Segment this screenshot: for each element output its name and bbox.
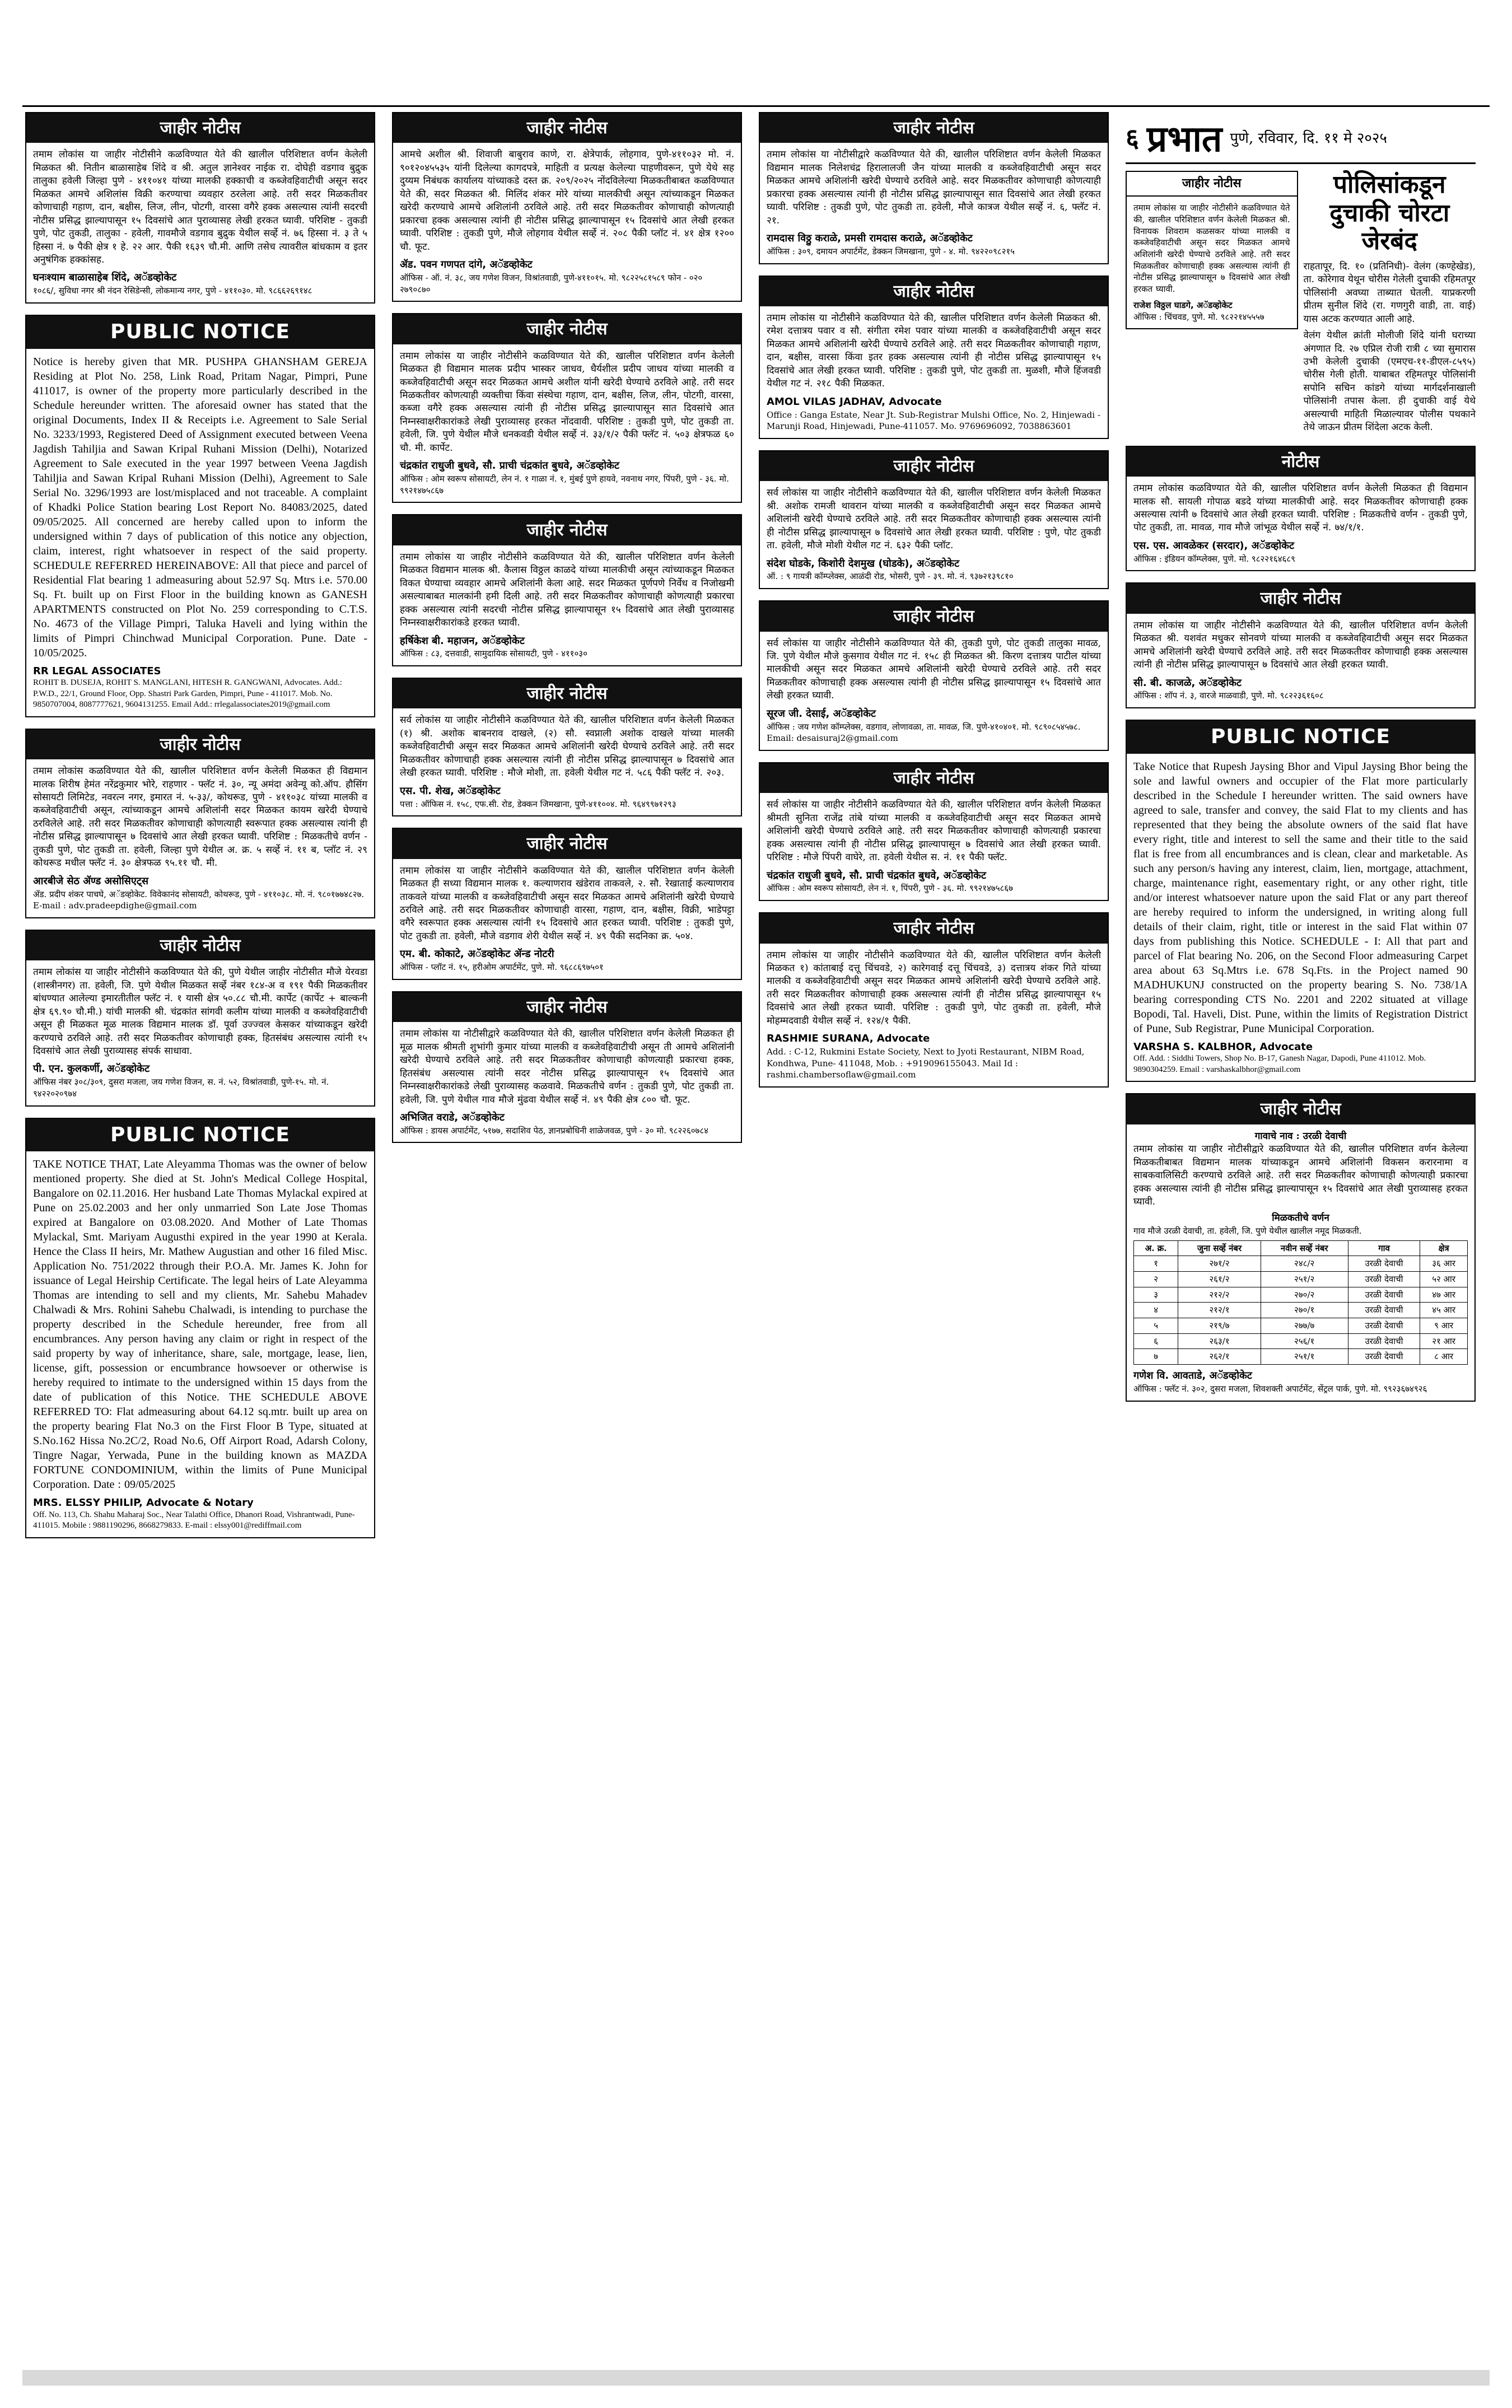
notice-signature: अभिजित वराडे, अॅडव्होकेट: [400, 1111, 505, 1123]
notice-signature: RR LEGAL ASSOCIATES: [33, 665, 161, 677]
notice-signature: पी. एन. कुलकर्णी, अॅडव्होकेट: [33, 1063, 150, 1075]
notice-address: ऑफिस : फ्लॅट नं. ३०२, दुसरा मजला, शिवशक्ती अपार्टमेंट, सेंट्रल पार्क, पुणे. मो. ९९२३६७४९२६: [1133, 1383, 1427, 1394]
notice-c2-5: [392, 828, 742, 980]
table-cell: उरळी देवाची: [1348, 1349, 1420, 1365]
notice-c3-2: [759, 276, 1109, 439]
notice-c4-2: [1126, 446, 1476, 572]
notice-text: तमाम लोकांस कळविण्यात येते की, खालील परिशिष्टात वर्णन केलेली मिळकत ही विद्यमान मालक सौ. सायली गोपाळ बडदे यांच्या मालकीची आहे. सदर मिळकतीवर कोणाचाही हक्क असल्यास त्यांनी ७ दिवसांचे आत लेखी हरकत घ्यावी. परिशिष्ट : मिळकतीचे वर्णन - तुकडी पुणे, पोट तुकडी, ता. मावळ, गाव मौजे जांभूळ येथील सर्व्हे नं. ७४/१/१.: [1133, 483, 1468, 534]
notice-heading: PUBLIC NOTICE: [1127, 721, 1474, 754]
notice-heading: जाहीर नोटीस: [760, 113, 1108, 143]
notice-signature: AMOL VILAS JADHAV, Advocate: [767, 395, 942, 408]
table-cell: २७७/७: [1261, 1318, 1348, 1333]
news-text-left: राहतापूर, दि. १० (प्रतिनिधी)- वेलंग (कण्हेखेड), ता. कोरेगाव येथून चोरीस गेलेली दुचाकी रहिमतपूर पोलिसांनी अवघ्या ताब्यात घेतली. याप्रकरणी प्रीतम सुनील शिंदे (रा. गणगुरी वाडी, ता. वाई) यास अटक करण्यात आली आहे.: [1303, 260, 1476, 325]
top-rule: [22, 105, 1490, 107]
table-cell: उरळी देवाची: [1348, 1333, 1420, 1349]
table-cell: ४५ आर: [1420, 1303, 1468, 1318]
notice-c3-5: [759, 762, 1109, 901]
notice-text: तमाम लोकांस या जाहीर नोटीसीने कळविण्यात येते की, खालील परिशिष्टात वर्णन केलेली मिळकत ही सध्या विद्यमान मालक १. कल्याणराव खंडेराव ताकवले, २. सौ. रेखाताई कल्याणराव ताकवले यांच्या मालकी व कब्जेवहिवाटीची असून सदर मिळकत आमचे अशिलांनी खरेदी घेण्याचे ठरविले आहे. तरी सदर मिळकतीवर कोणाचाही वारसा, गहाण, दान, बक्षीस, विक्री, भाडेपट्टा वगैरे स्वरूपात हक्क असल्यास त्यांनी १५ दिवसांचे आत हरकत घ्यावी. परिशिष्ट : तुकडी पुणे, पोट तुकडी ता. हवेली, मौजे वडगाव शेरी येथील सर्व्हे नं. ४९ पैकी सदनिका क्र. ५०४.: [400, 865, 734, 942]
notice-address: ROHIT B. DUSEJA, ROHIT S. MANGLANI, HITESH R. GANGWANI, Advocates. Add.: P.W.D., 22/1, Ground Floor, Opp. Shastri Park Garden, Pimpri, Pune - 411017. Mob. No. 9850707004, 8087777621, 9604131255. Email Add.: rrlegalassociates2019@gmail.com: [33, 678, 342, 710]
table-row: [1134, 1287, 1468, 1303]
page-number: ६: [1126, 123, 1139, 153]
notice-heading: PUBLIC NOTICE: [26, 1119, 374, 1152]
dateline: पुणे, रविवार, दि. ११ मे २०२५: [1230, 130, 1387, 147]
notice-heading: जाहीर नोटीस: [760, 763, 1108, 793]
notice-signature: गणेश वि. आवताडे, अॅडव्होकेट: [1133, 1370, 1252, 1382]
table-row: [1134, 1271, 1468, 1287]
notice-text: तमाम लोकांस या जाहीर नोटीसीद्वारे कळविण्यात येते की, खालील परिशिष्टात वर्णन केलेल्या मिळकतीबाबत विद्यमान मालक यांच्याकडून आमचे अशिलांनी विकसन करारनामा व साबकवालिसिटी करण्याचे ठरविले आहे. तरी सदर मिळकतीवर कोणाचाही कोणत्याही प्रकारचा हक्क असल्यास त्यांनी ही नोटीस प्रसिद्ध झाल्यापासून १५ दिवसांचे आत लेखी पुराव्यासह हरकत घ्यावी.: [1133, 1144, 1468, 1207]
notice-address: Add. : C-12, Rukmini Estate Society, Next to Jyoti Restaurant, NIBM Road, Kondhwa, Pune- 411048, Mob. : +919096155043. Mail Id : rashmi.chambersoflaw@gmail.com: [767, 1047, 1085, 1080]
notice-c4-1: [1126, 171, 1298, 329]
notice-address: ऑफिस - ऑ. नं. ३८, जय गणेश विजन, विश्रांतवाडी, पुणे-४११०१५. मो. ९८२२५८१५८९ फोन - ०२० २७९०८७०: [400, 272, 703, 295]
table-cell: २७०/१: [1261, 1303, 1348, 1318]
notice-signature: ॲड. पवन गणपत दांगे, अॅडव्होकेट: [400, 259, 533, 271]
schedule-header-cell: अ. क्र.: [1134, 1240, 1178, 1256]
notice-heading: जाहीर नोटीस: [760, 913, 1108, 943]
notice-c2-4: [392, 678, 742, 816]
notice-text: Take Notice that Rupesh Jaysing Bhor and Vipul Jaysing Bhor being the sole and lawful owners and occupier of the Flat more particularly described in the Schedule I hereunder written. The said owners have agreed to sale, transfer and convey, the said Flat to my clients and has represented that they being the absolute owners of the said flat have every right, title and interest to sell the same and their title to the said flat is free from all encumbrances and is clean, clear and marketable. As such any person/s having any interest, claim, lien, mortgage, attachment, charge, maintenance right, easementary right, or any other right, title and/or interest whatsoever nature upon the said Flat or any part thereof are hereby required to inform the undersigned, in writing along full details of their claim, right, title or interest in the said Flat within 07 days from publishing this Notice. SCHEDULE - I: All that part and parcel of Flat bearing No. 206, on the Second Floor admeasuring Carpet area about 63 Sq.Mtrs i.e. 678 Sq.Fts. in the Project named 90 MADHUKUNJ constructed on the property bearing S. No. 738/1A bearing corresponding CTS No. 2201 and 2202 situated at village Bopodi, Tal. Haveli, Dist. Pune, within the limits of Registration District of Pune, Sub Registrar, Pune Municipal Corporation.: [1133, 760, 1468, 1035]
schedule-header-row: [1134, 1240, 1468, 1256]
notice-address: Office : Ganga Estate, Near Jt. Sub-Registrar Mulshi Office, No. 2, Hinjewadi - Marunji Road, Hinjewadi, Pune-411057. Mo. 9769696092, 7038863601: [767, 409, 1100, 432]
schedule-header-cell: नवीन सर्व्हे नंबर: [1261, 1240, 1348, 1256]
notice-signature: सी. बी. काजळे, अॅडव्होकेट: [1133, 676, 1242, 689]
notice-text: तमाम लोकांस या जाहीर नोटीसीने कळविण्यात येते की, खालील परिशिष्टात वर्णन केलेली मिळकत श्री. विनायक शिवराम कळसकर यांच्या मालकी व कब्जेवहिवाटीची असून सदर मिळकत आमचे अशिलांनी खरेदी घेण्याचे ठरविले आहे. तरी सदर मिळकतीवर कोणाचाही हक्क असल्यास त्यांनी ही नोटीस प्रसिद्ध झाल्यापासून ७ दिवसांचे आत लेखी हरकत घ्यावी.: [1133, 203, 1290, 295]
notice-c2-6: [392, 991, 742, 1144]
table-row: [1134, 1318, 1468, 1333]
notice-text: आमचे अशील श्री. शिवाजी बाबुराव काणे, रा. क्षेत्रेपार्क, लोहगाव, पुणे-४११०३२ मो. नं. ९०१२०४५५३५ यांनी दिलेल्या कागदपत्रे, माहिती व प्रत्यक्ष केलेल्या पाहणीवरून, पुणे येथे सह दुय्यम निबंधक कार्यालय यांच्याकडे दस्त क्र. २०९/२०२५ नोंदविलेल्या मिळकतीबाबत कळविण्यात येते की, सदर मिळकत श्री. मिलिंद शंकर मोरे यांच्या मालकीची असून त्यांच्याकडून मिळकत खरेदी करण्याचे आमचे अशिलांनी ठरविले आहे. तरी सदर मिळकतीवर कोणाचाही कोणत्याही प्रकारचा हक्क असल्यास त्यांनी ही नोटीस प्रसिद्ध झाल्यापासून १५ दिवसांचे आत लेखी हरकत घ्यावी. परिशिष्ट : तुकडी पुणे, मौजे लोहगाव येथील सर्व्हे नं. २०८ पैकी प्लॉट नं. ४१ क्षेत्र १२०० चौ. फूट.: [400, 149, 734, 253]
table-cell: ७: [1134, 1349, 1178, 1365]
notice-text: तमाम लोकांस या जाहीर नोटीसीने कळविण्यात येते की, खालील परिशिष्टात वर्णन केलेली मिळकत १) कांताबाई दत्तू चिंचवडे, २) कारेगवाई दत्तू चिंचवडे, ३) दत्तात्रय शंकर गिते यांच्या मालकी व कब्जेवहिवाटीची असून सदर मिळकत आमचे अशिलांनी खरेदी घेण्याचे ठरविले आहे. तरी सदर मिळकतीवर कोणाचाही हक्क असल्यास त्यांनी ही नोटीस प्रसिद्ध झाल्यापासून १५ दिवसांचे आत लेखी हरकत घ्यावी. परिशिष्ट : तुकडी पुणे, पोट तुकडी ता. हवेली, मौजे मोहम्मदवाडी येथील सर्व्हे नं. १२४/१ पैकी.: [767, 949, 1101, 1026]
notice-signature: संदेश घोडके, किशोरी देशमुख (घोडके), अॅडव्होकेट: [767, 557, 960, 570]
news-headline: पोलिसांकडून दुचाकी चोरटा जेरबंद: [1329, 170, 1450, 256]
table-cell: ३६ आर: [1420, 1256, 1468, 1272]
notice-signature: घनःश्याम बाळासाहेब शिंदे, अॅडव्होकेट: [33, 272, 177, 284]
table-cell: २५१/२: [1261, 1271, 1348, 1287]
table-cell: ५२ आर: [1420, 1271, 1468, 1287]
notice-c1-2: [25, 315, 375, 717]
notice-text: सर्व लोकांस या जाहीर नोटीसीने कळविण्यात येते की, खालील परिशिष्टात वर्णन केलेली मिळकत श्रीमती सुनिता राजेंद्र तांबे यांच्या मालकी व कब्जेवहिवाटीची असून सदर मिळकत आमचे अशिलांनी खरेदी घेण्याचे ठरविले आहे. तरी सदर मिळकतीवर कोणाचाही कोणत्याही प्रकारचा हक्क असल्यास त्यांनी ही नोटीस प्रसिद्ध झाल्यापासून ७ दिवसांचे आत लेखी हरकत घ्यावी. परिशिष्ट : मौजे पिंपरी वाघेरे, ता. हवेली येथील स. नं. ११ पैकी फ्लॅट.: [767, 799, 1101, 864]
notice-c3-3: [759, 450, 1109, 589]
paper-name: प्रभात: [1146, 118, 1222, 160]
notice-address: ऑफिस : डायस अपार्टमेंट, ५१७७, सदाशिव पेठ, ज्ञानप्रबोधिनी शाळेजवळ, पुणे - ३० मो. ९८२२६०७८४: [400, 1125, 708, 1136]
schedule-caption: गाव मौजे उरळी देवाची, ता. हवेली, जि. पुणे येथील खालील नमूद मिळकती.: [1133, 1225, 1362, 1236]
notice-signature: RASHMIE SURANA, Advocate: [767, 1033, 930, 1045]
notice-text: तमाम लोकांस या जाहीर नोटीसीने कळविण्यात येते की, खालील परिशिष्टात वर्णन केलेली मिळकत विद्यमान मालक श्री. कैलास विठ्ठल काळदे यांच्या मालकीची असून त्यांच्याकडून मिळकत विकत घेण्याचा व्यवहार आमचे अशिलांनी केला आहे. सदर मिळकत पूर्णपणे निर्वेध व निजोखमी असल्याबाबत मालकांनी हमी दिली आहे. तरी सदर मिळकतीवर कोणाचाही कोणत्याही प्रकारचा हक्क असल्यास त्यांनी सदरची नोटीस प्रसिद्ध झाल्यापासून १५ दिवसांचे आत लेखी पुराव्यासह निम्नस्वाक्षरीकारांकडे हरकत घ्यावी.: [400, 551, 734, 629]
schedule-title: मिळकतीचे वर्णन: [1272, 1212, 1329, 1224]
notice-signature: चंद्रकांत राधुजी बुधवे, सौ. प्राची चंद्रकांत बुधवे, अॅडव्होकेट: [400, 460, 619, 472]
notice-heading: जाहीर नोटीस: [26, 730, 374, 759]
table-cell: २: [1134, 1271, 1178, 1287]
notice-text: तमाम लोकांस या जाहीर नोटीसीने कळविण्यात येते की खालील परिशिष्टात वर्णन केलेली मिळकत श्री. नितीन बाळासाहेब शिंदे व श्री. अतुल ज्ञानेश्वर नाईक रा. दोघेही वडगाव बुद्रुक तालुका हवेली जिल्हा पुणे - ४११०४१ यांच्या मालकी हक्काची व कब्जेवहिवाटीची असून सदर मिळकत आमचे अशिलांस विक्री करण्याचा व्यवहार ठरलेला आहे. तरी सदर मिळकतीवर कोणाचाही गहाण, दान, बक्षीस, लिज, लीन, पोटगी, वारसा वगैरे हक्क असल्यास त्यांनी सदरची नोटीस प्रसिद्ध झाल्यापासून १५ दिवसांचे आत पुराव्यासह लेखी हरकत घ्यावी. परिशिष्ट - तुकडी पुणे, पोट तुकडी, तालुका - हवेली, गावमौजे वडगाव बुद्रुक येथील सर्व्हे नं. ७६ हिस्सा नं. ३ ते ५ हिस्सा नं. ७ पैकी क्षेत्र १ हे. २२ आर. पैकी १६३९ चौ.मी. आणि तसेच त्यावरील बांधकाम व इतर अनुषंगिक हक्कांसह.: [33, 149, 367, 266]
table-cell: उरळी देवाची: [1348, 1318, 1420, 1333]
masthead: [1126, 112, 1476, 164]
notice-signature: आरबीजे सेठ ॲण्ड असोसिएट्स: [33, 875, 149, 887]
notice-address: Off. Add. : Siddhi Towers, Shop No. B-17, Ganesh Nagar, Dapodi, Pune 411012. Mob. 9890304259. Email : varshaskalbhor@gmail.com: [1133, 1054, 1426, 1074]
schedule-body: [1134, 1256, 1468, 1365]
notice-text: तमाम लोकांस या जाहीर नोटीसीने कळविण्यात येते की, पुणे येथील जाहीर नोटीसीत मौजे येरवडा (शास्त्रीनगर) ता. हवेली, जि. पुणे येथील मिळकत सर्व्हे नंबर १८४-अ व १९१ पैकी मिळकतीवर बांधण्यात आलेल्या इमारतीतील फ्लॅट नं. १ यासी क्षेत्र ५०.८८ चौ.मी. कार्पेट (कार्पेट + बाल्कनी क्षेत्र ६९.९० चौ.मी.) यांची मालकी श्री. चंद्रकांत सांगवी कलीम यांच्या मालकी व कब्जेवहिवाटीची असून ही मिळकत मूळ मालक विद्यमान मालक डॉ. पूर्वा उज्ज्वल केसकर यांच्याकडून खरेदी करण्याचे ठरविले आहे. तरी सदर मिळकतीवर कोणाचाही हक्क, हितसंबंध असल्यास त्यांनी १५ दिवसांचे आत लेखी पुराव्यासह संपर्क साधावा.: [33, 967, 367, 1057]
notice-c1-3: [25, 729, 375, 918]
table-cell: २५६/१: [1261, 1333, 1348, 1349]
table-cell: २१९/७: [1178, 1318, 1261, 1333]
footer-strip: [22, 2370, 1490, 2386]
news-story: [1126, 171, 1476, 435]
notice-address: ऑफिस : ३०९, दमायन अपार्टमेंट, डेक्कन जिमखाना, पुणे - ४. मो. ९४२२०९८२१५: [767, 246, 1015, 256]
notice-heading: जाहीर नोटीस: [1127, 584, 1474, 613]
notice-heading: जाहीर नोटीस: [1127, 172, 1297, 197]
notice-heading: जाहीर नोटीस: [393, 679, 741, 708]
notice-signature: एम. बी. कोकाटे, अॅडव्होकेट ॲन्ड नोटरी: [400, 948, 554, 960]
table-cell: ८ आर: [1420, 1349, 1468, 1365]
notice-text: तमाम लोकांस या जाहीर नोटीसीने कळविण्यात येते की, खालील परिशिष्टात वर्णन केलेली मिळकत श्री. यशवंत मधुकर सोनवणे यांच्या मालकी व कब्जेवहिवाटीची असून सदर मिळकत आमचे अशिलांनी खरेदी घेण्याचे ठरविले आहे. तरी सदर मिळकतीवर कोणाचाही हक्क असल्यास त्यांनी ही नोटीस प्रसिद्ध झाल्यापासून ७ दिवसांचे आत लेखी हरकत घ्यावी.: [1133, 619, 1468, 671]
notice-text: सर्व लोकांस या जाहीर नोटीसीने कळविण्यात येते की, खालील परिशिष्टात वर्णन केलेली मिळकत (१) श्री. अशोक बाबनराव दाखले, (२) सौ. स्वप्नाली अशोक दाखले यांच्या मालकी कब्जेवहिवाटीची असून सदर मिळकत आमचे अशिलांनी खरेदी घेण्याचे ठरविले आहे. तरी सदर मिळकतीवर कोणाचाही हक्क असल्यास त्यांनी ही नोटीस प्रसिद्ध झाल्यापासून ७ दिवसांचे आत लेखी हरकत घ्यावी. परिशिष्ट : मौजे मोशी, ता. हवेली येथील गट नं. ५८६ पैकी फ्लॅट नं. २०३.: [400, 715, 734, 779]
notice-text: Notice is hereby given that MR. PUSHPA GHANSHAM GEREJA Residing at Plot No. 258, Link Road, Pritam Nagar, Pimpri, Pune 411017, is owner of the property more particularly described in the Schedule hereunder written. The aforesaid owner has stated that the original Documents, Index II & Receipts i.e. Agreement to Sale Serial No. 3233/1993, Registered Deed of Assignment executed between Veena Jagdish Tahiljia and Sawan Kripal Ruhani Mission (Delhi), Notarized Agreement to Sale executed in the year 1997 between Veena Jagdish Tahiljia and Sawan Kripal Ruhani Mission (Delhi), Agreement to Sale Serial No. 3296/1993 are lost/misplaced and not traceable. A complaint of Khadki Police Station bearing Lost Report No. 84083/2025, dated 09/05/2025. All concerned are hereby called upon to inform the undersigned within 7 days of publication of this notice any objection, claim, interest, right whatsoever in respect of the said property. SCHEDULE REFERRED HEREINABOVE: All that piece and parcel of Residential Flat bearing 1 admeasuring about 52.97 Sq. Mtrs i.e. 570.00 Sq. Ft. built up on First Floor in the building known as GANESH APARTMENTS constructed on Plot No. 259 corresponding to C.T.S. No. 4673 of the Village Pimpri, Taluka Haveli and lying within the limits of Pimpri Chinchwad Municipal Corporation. Pune. Date - 10/05/2025.: [33, 355, 367, 659]
notice-address: ॲड. प्रदीप शंकर पाचघे, अॅडव्होकेट. विवेकानंद सोसायटी, कोथरूड, पुणे - ४११०३८. मो. नं. ९८०१७७४८२७. E-mail : adv.pradeepdighe@gmail.com: [33, 889, 365, 911]
notice-c4-5: [1126, 1093, 1476, 1401]
notice-heading: PUBLIC NOTICE: [26, 316, 374, 349]
notice-heading: जाहीर नोटीस: [393, 829, 741, 858]
notice-c3-4: [759, 600, 1109, 751]
notice-heading: जाहीर नोटीस: [1127, 1094, 1474, 1124]
notice-text: तमाम लोकांस या नोटीसीने कळविण्यात येते की, खालील परिशिष्टात वर्णन केलेली मिळकत श्री. रमेश दत्तात्रय पवार व सौ. संगीता रमेश पवार यांच्या मालकी व कब्जेवहिवाटीची असून सदर मिळकत आमचे अशिलांनी खरेदी घेण्याचे ठरविले आहे. तरी सदर मिळकतीवर कोणाचाही गहाण, दान, बक्षीस, वारसा किंवा इतर हक्क असल्यास त्यांनी ही नोटीस प्रसिद्ध झाल्यापासून १५ दिवसांचे आत लेखी हरकत घ्यावी. परिशिष्ट : तुकडी पुणे, पोट तुकडी ता. मुळशी, मौजे हिंजवडी येथील गट नं. २१८ पैकी मिळकत.: [767, 312, 1101, 390]
notice-signature: MRS. ELSSY PHILIP, Advocate & Notary: [33, 1497, 254, 1509]
notice-c3-1: [759, 112, 1109, 264]
notice-text: तमाम लोकांस कळविण्यात येते की, खालील परिशिष्टात वर्णन केलेली मिळकत ही विद्यमान मालक शिरीष हेमंत नरेंद्रकुमार भोरे, राहणार - फ्लॅट नं. ३०, न्यू अमंदा अवेन्यू को.ऑप. हौसिंग सोसायटी लिमिटेड, नवरत्न नगर, इमारत नं. ५-३३/, कोथरूड, पुणे - ४११०३८ यांच्या मालकी व कब्जेवहिवाटीची असून, त्यांच्याकडून आमचे अशिलांनी सदर मिळकत कायम खरेदी घेण्याचे ठरविलेले आहे. तरी सदर मिळकतीवर कोणाचाही कोणत्याही स्वरूपात हक्क असल्यास त्यांनी ही नोटीस प्रसिद्ध झाल्यापासून ७ दिवसांचे आत लेखी हरकत घ्यावी. परिशिष्ट : मिळकतीचे वर्णन - तुकडी पुणे, पोट तुकडी ता. हवेली, जिल्हा पुणे येथील अ. क्र. ५ सर्व्हे नं. ११ ब, प्लॉट नं. २९ कोथरूड मधील फ्लॅट नं. ३० क्षेत्रफळ ९५.११ चौ. मी.: [33, 766, 367, 869]
schedule-header-cell: जुना सर्व्हे नंबर: [1178, 1240, 1261, 1256]
table-cell: ९ आर: [1420, 1318, 1468, 1333]
table-cell: २७१/२: [1178, 1256, 1261, 1272]
news-left-column: [1126, 171, 1298, 435]
notice-c2-2: [392, 313, 742, 503]
notice-signature: VARSHA S. KALBHOR, Advocate: [1133, 1040, 1313, 1053]
notice-address: ऑफिस : ओम स्वरूप सोसायटी, लेन नं. १, पिंपरी, पुणे - ३६. मो. ९९२१४७५८६७: [767, 883, 1013, 894]
column-3: [759, 112, 1109, 1099]
notice-c2-3: [392, 514, 742, 666]
table-cell: उरळी देवाची: [1348, 1271, 1420, 1287]
notice-c3-6: [759, 912, 1109, 1088]
notice-text: तमाम लोकांस या जाहीर नोटीसीने कळविण्यात येते की, खालील परिशिष्टात वर्णन केलेली मिळकत ही विद्यमान मालक प्रदीप भास्कर जाधव, धैर्यशील प्रदीप जाधव यांच्या मालकी व कब्जेवहिवाटीची असून सदर मिळकत आमचे अशील यांनी खरेदी घेण्याचे ठरविले आहे. तरी सदर मिळकतीवर कोणत्याही व्यक्तीचा किंवा संस्थेचा गहाण, दान, बक्षीस, लिज, लीन, पोटगी, वारसा, कब्जा वगैरे हक्क असल्यास त्यांनी ही नोटीस प्रसिद्ध झाल्यापासून सात दिवसांचे आत निम्नस्वाक्षरीकारांकडे लेखी पुराव्यासह हरकत नोंदवावी. परिशिष्ट : तुकडी पुणे, पोट तुकडी ता. हवेली, जि. पुणे येथील मौजे धनकवडी येथील सर्व्हे नं. ३३/१/२ पैकी फ्लॅट नं. ५०३ क्षेत्रफळ ६० चौ. मी. कार्पेट.: [400, 350, 734, 454]
table-cell: उरळी देवाची: [1348, 1287, 1420, 1303]
notice-address: ऑफिस नंबर ३०८/३०९, दुसरा मजला, जय गणेश विजन, स. नं. ५२, विश्रांतवाडी, पुणे-१५. मो. नं. ९४२२०२०९७४: [33, 1077, 329, 1099]
notice-heading: जाहीर नोटीस: [26, 931, 374, 960]
table-cell: उरळी देवाची: [1348, 1256, 1420, 1272]
notice-signature: रामदास विठ्ठु कराळे, प्रमसी रामदास कराळे, अॅडव्होकेट: [767, 232, 973, 245]
notice-c4-3: [1126, 582, 1476, 708]
notice-heading: जाहीर नोटीस: [760, 601, 1108, 631]
notice-signature: सूरज जी. देसाई, अॅडव्होकेट: [767, 707, 876, 720]
notice-text: सर्व लोकांस या जाहीर नोटीसीने कळविण्यात येते की, खालील परिशिष्टात वर्णन केलेली मिळकत श्री. अशोक रामजी थावरान यांच्या मालकी व कब्जेवहिवाटीची असून सदर मिळकत आमचे अशिलांनी खरेदी घेण्याचे ठरविले आहे. तरी सदर मिळकतीवर कोणाचाही हक्क असल्यास त्यांनी ही नोटीस प्रसिद्ध झाल्यापासून ७ दिवसांचे आत लेखी हरकत घ्यावी. परिशिष्ट : पुणे, पोट तुकडी ता. हवेली, मौजे मोशी येथील गट नं. ६३२ पैकी प्लॉट.: [767, 487, 1101, 552]
notice-text: तमाम लोकांस या नोटीसीद्वारे कळविण्यात येते की, खालील परिशिष्टात वर्णन केलेली मिळकत विद्यमान मालक निलेशचंद्र हिरालालजी जैन यांच्या मालकी व कब्जेवहिवाटीची असून सदर मिळकत आमचे अशिलांनी खरेदी घेण्याचे ठरविले आहे. सदर मिळकतीवर कोणाचाही कोणत्याही प्रकारचा हक्क असल्यास त्यांनी ही नोटीस प्रसिद्ध झाल्यापासून सात दिवसांचे आत लेखी हरकत घ्यावी. परिशिष्ट : तुकडी पुणे, पोट तुकडी ता. हवेली, मौजे कात्रज येथील सर्व्हे नं. ६, फ्लॅट नं. २१.: [767, 149, 1101, 226]
table-cell: २४८/२: [1261, 1256, 1348, 1272]
notice-c1-5: [25, 1118, 375, 1538]
column-1: [25, 112, 375, 1550]
schedule-table: [1133, 1240, 1468, 1365]
notice-heading: जाहीर नोटीस: [760, 451, 1108, 481]
table-cell: उरळी देवाची: [1348, 1303, 1420, 1318]
table-cell: २६२/१: [1178, 1349, 1261, 1365]
notice-address: ऑफिस : ओम स्वरूप सोसायटी, लेन नं. १ गाळा नं. १, मुंबई पुणे हायवे, नवनाथ नगर, पिंपरी, पुणे - ३६. मो. ९९२१४७५८६७: [400, 474, 729, 496]
notice-c2-1: [392, 112, 742, 302]
notice-c1-4: [25, 930, 375, 1107]
table-cell: २६३/१: [1178, 1333, 1261, 1349]
table-cell: ५: [1134, 1318, 1178, 1333]
notice-address: १०८६/, सुविधा नगर श्री नंदन रेसिडेन्सी, लोकमान्य नगर, पुणे - ४११०३०. मो. ९८६६२६९१४८: [33, 286, 312, 296]
notice-subheading: गावाचे नाव : उरळी देवाची: [1254, 1130, 1347, 1142]
table-cell: २१२/२: [1178, 1287, 1261, 1303]
table-cell: २१२/१: [1178, 1303, 1261, 1318]
column-2: [392, 112, 742, 1154]
table-row: [1134, 1303, 1468, 1318]
notice-signature: चंद्रकांत राधुजी बुधवे, सौ. प्राची चंद्रकांत बुधवे, अॅडव्होकेट: [767, 869, 986, 881]
notice-text: TAKE NOTICE THAT, Late Aleyamma Thomas was the owner of below mentioned property. She died at St. John's Medical College Hospital, Bangalore on 02.11.2016. Her husband Late Thomas Mylackal expired at Pune on 25.02.2003 and her only unmarried Son Late Jose Thomas expired at Bangalore on 03.08.2020. And Mother of Late Thomas Mylackal, Smt. Mariyam Augusthi expired in the year 1990 at Kerala. Hence the Class II heirs, Mr. Mathew Augustian and other 16 filed Misc. Application No. 751/2022 through their P.O.A. Mr. James K. John for issuance of Legal Heirship Certificate. The legal heirs of Late Aleyamma Thomas are intending to sell and my clients, Mr. Sahebu Mahadev Chalwadi & Mrs. Rohini Sahebu Chalwadi, is intending to purchase the property described in the Schedule hereunder, free from all encumbrances. Any person having any claim or right in respect of the said property by way of inheritance, share, sale, mortgage, lease, lien, license, gift, possession or encumbrance howsoever or otherwise is hereby required to intimate to the undersigned within 15 days from the date of publication of this Notice. THE SCHEDULE ABOVE REFERRED TO: Flat admeasuring about 64.12 sq.mtr. built up area on the property bearing Flat No.3 on the First Floor B Type, situated at S.No.162 Hissa No.2C/2, Road No.6, Off Airport Road, Adarsh Colony, Tingre Nagar, Yerwada, Pune in the building known as MAZDA FORTUNE CONDOMINIUM, within the limits of Pune Municipal Corporation. Date : 09/05/2025: [33, 1158, 367, 1491]
table-cell: २५१/१: [1261, 1349, 1348, 1365]
table-cell: ३: [1134, 1287, 1178, 1303]
notice-heading: जाहीर नोटीस: [393, 113, 741, 143]
table-cell: ६: [1134, 1333, 1178, 1349]
column-4: [1126, 171, 1476, 1413]
notice-address: ऑफिस : इंडियन कॉम्प्लेक्स, पुणे. मो. ९८२२१६४६८९: [1133, 553, 1295, 564]
notice-address: पत्ता : ऑफिस नं. १५८, एफ.सी. रोड, डेक्कन जिमखाना, पुणे-४११००४. मो. ९६४९९७१२९३: [400, 799, 676, 809]
notice-address: ऑफिस : चिंचवड, पुणे. मो. ९८२२१४५५५७: [1133, 311, 1264, 322]
notice-text: तमाम लोकांस या नोटीसीद्वारे कळविण्यात येते की, खालील परिशिष्टात वर्णन केलेली मिळकत ही मूळ मालक श्रीमती शुभांगी कुमार यांच्या मालकी व कब्जेवहिवाटीची असून ती आमचे अशिलांनी खरेदी घेण्याचे ठरविले आहे. तरी सदर मिळकतीवर कोणाचाही कोणत्याही प्रकारचा हक्क, हितसंबंध असल्यास त्यांनी सदर नोटीस प्रसिद्ध झाल्यापासून १५ दिवसांचे आत निम्नस्वाक्षरीकारांकडे लेखी पुराव्यासह कळवावे. मिळकतीचे वर्णन : तुकडी पुणे, पोट तुकडी ता. हवेली, जि. पुणे येथील गाव मौजे मुंढवा येथील सर्व्हे नं. ४९ पैकी क्षेत्र ८०० चौ. फूट.: [400, 1028, 734, 1105]
notice-c1-1: [25, 112, 375, 304]
notice-address: ऑफिस : शॉप नं. ३, वारजे माळवाडी, पुणे. मो. ९८२२३६१६०८: [1133, 690, 1324, 701]
table-row: [1134, 1256, 1468, 1272]
notice-address: Off. No. 113, Ch. Shahu Maharaj Soc., Near Talathi Office, Dhanori Road, Vishrantwadi, Pune- 411015. Mobile : 9881190296, 8668279833. E-mail : elssy001@rediffmail.com: [33, 1510, 355, 1530]
notice-signature: एस. पी. शेख, अॅडव्होकेट: [400, 785, 501, 797]
table-row: [1134, 1333, 1468, 1349]
notice-text: सर्व लोकांस या जाहीर नोटीसीने कळविण्यात येते की, तुकडी पुणे, पोट तुकडी तालुका मावळ, जि. पुणे येथील मौजे कुसगाव येथील गट नं. १५८ ही मिळकत श्री. किरण दत्तात्रय पाटील यांच्या मालकीची असून सदर मिळकत आमचे अशिलांनी खरेदी घेण्याचे ठरविले आहे. तरी सदर मिळकतीवर कोणाचाही हक्क असल्यास त्यांनी ही नोटीस प्रसिद्ध झाल्यापासून १५ दिवसांचे आत लेखी हरकत घ्यावी.: [767, 637, 1101, 702]
notice-signature: हर्षिकेश बी. महाजन, अॅडव्होकेट: [400, 634, 525, 647]
notice-heading: जाहीर नोटीस: [393, 515, 741, 545]
notice-signature: राजेश विठ्ठल घाडगे, अॅडव्होकेट: [1133, 300, 1233, 310]
table-cell: २७०/२: [1261, 1287, 1348, 1303]
notice-c4-4: [1126, 720, 1476, 1082]
notice-heading: जाहीर नोटीस: [393, 992, 741, 1022]
news-right-column: [1304, 171, 1476, 435]
notice-address: ऑ. : ९ गायत्री कॉम्प्लेक्स, आळंदी रोड, भोसरी, पुणे - ३९. मो. नं. ९३७२१३९८१०: [767, 571, 1014, 582]
news-text-right: वेलंग येथील क्रांती मोलीजी शिंदे यांनी घराच्या अंगणात दि. २७ एप्रिल रोजी रात्री ८ च्या सुमारास उभी केलेली दुचाकी (एमएच-११-डीएल-८५९५) चोरीस गेली होती. याबाबत रहिमतपूर पोलिसांनी सपोनि सचिन कांडगे यांच्या मार्गदर्शनाखाली पोलिसांनी तपास केला. ही दुचाकी वाई येथे असल्याची माहिती मिळाल्यावर पोलीस पथकाने तेथे जाऊन प्रीतम शिंदेला अटक केली.: [1303, 330, 1476, 433]
table-cell: ४: [1134, 1303, 1178, 1318]
notice-address: ऑफिस - प्लॉट नं. १५, हरीओम अपार्टमेंट, पुणे. मो. ९६८८६९७५०१: [400, 962, 604, 973]
table-cell: २६१/२: [1178, 1271, 1261, 1287]
schedule-header-cell: क्षेत्र: [1420, 1240, 1468, 1256]
notice-heading: जाहीर नोटीस: [393, 314, 741, 344]
table-cell: ४७ आर: [1420, 1287, 1468, 1303]
notice-heading: जाहीर नोटीस: [26, 113, 374, 143]
notice-signature: एस. एस. आवळेकर (सरदार), अॅडव्होकेट: [1133, 539, 1295, 552]
table-cell: २१ आर: [1420, 1333, 1468, 1349]
notice-heading: नोटीस: [1127, 447, 1474, 477]
schedule-header-cell: गाव: [1348, 1240, 1420, 1256]
table-row: [1134, 1349, 1468, 1365]
notice-address: ऑफिस : ८३, दत्तवाडी, सामुदायिक सोसायटी, पुणे - ४११०३०: [400, 648, 587, 659]
notice-address: ऑफिस : जय गणेश कॉम्प्लेक्स, वडगाव, लोणावळा, ता. मावळ, जि. पुणे-४१०४०१. मो. ९८९०८५४५७८. Email: desaisuraj2@gmail.com: [767, 721, 1081, 744]
table-cell: १: [1134, 1256, 1178, 1272]
notice-heading: जाहीर नोटीस: [760, 277, 1108, 306]
